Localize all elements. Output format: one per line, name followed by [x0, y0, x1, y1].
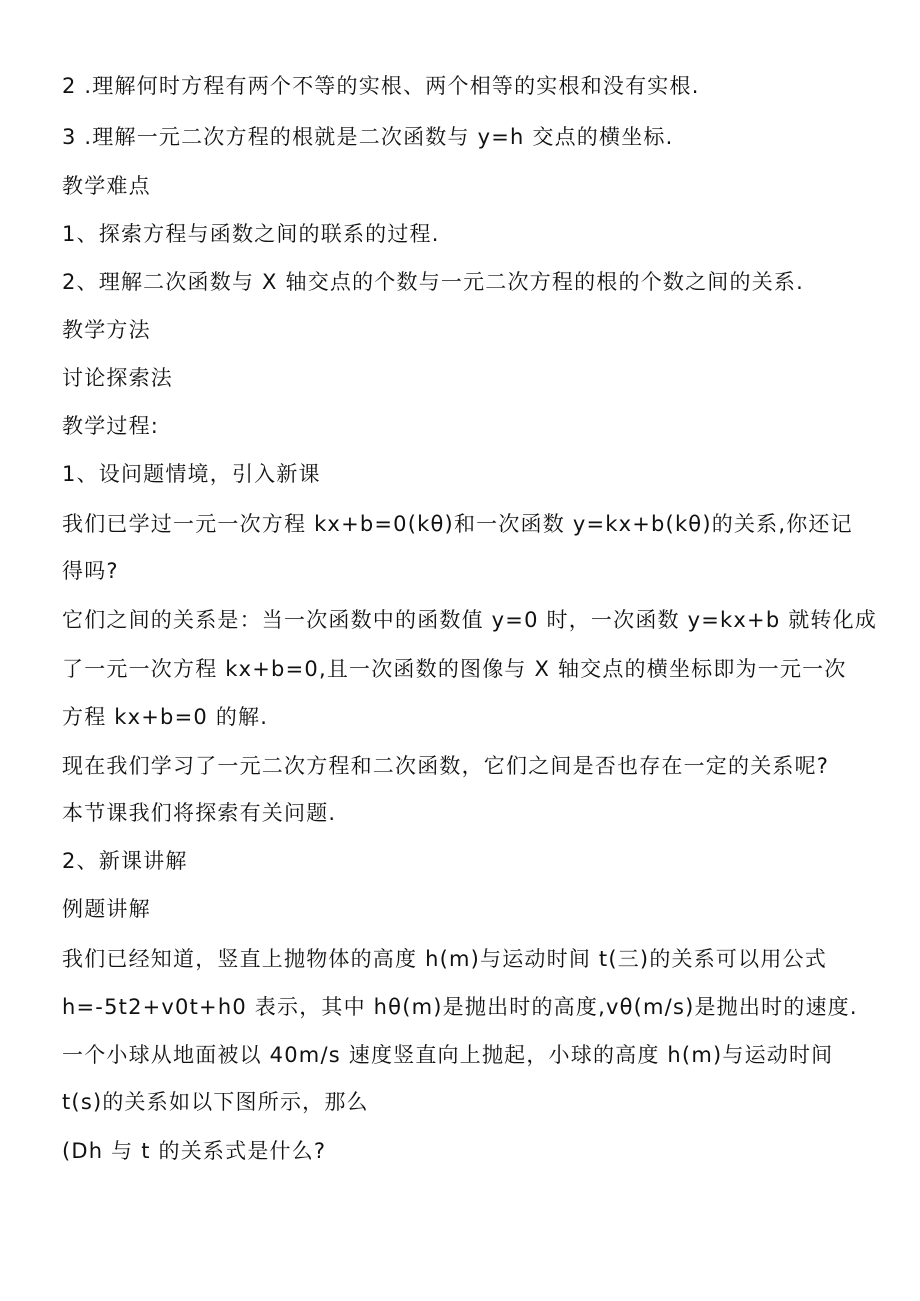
- text-line: 2、理解二次函数与 X 轴交点的个数与一元二次方程的根的个数之间的关系.: [62, 270, 804, 294]
- text-line: 一个小球从地面被以 40m/s 速度竖直向上抛起，小球的高度 h(m)与运动时间: [62, 1043, 834, 1067]
- text-line: 1、设问题情境，引入新课: [62, 462, 321, 486]
- text-line: 了一元一次方程 kx+b=0,且一次函数的图像与 X 轴交点的横坐标即为一元一次: [62, 657, 847, 681]
- text-line: 得吗?: [62, 559, 119, 583]
- text-line: 它们之间的关系是：当一次函数中的函数值 y=0 时，一次函数 y=kx+b 就转化成: [62, 608, 878, 632]
- section-heading: 教学方法: [62, 318, 151, 342]
- text-line: 讨论探索法: [62, 366, 173, 390]
- section-heading: 教学过程:: [62, 414, 160, 438]
- text-line: 现在我们学习了一元二次方程和二次函数，它们之间是否也存在一定的关系呢?: [62, 754, 830, 778]
- text-line: (Dh 与 t 的关系式是什么?: [62, 1139, 327, 1163]
- text-line: 3 .理解一元二次方程的根就是二次函数与 y=h 交点的横坐标.: [62, 125, 674, 149]
- section-heading: 教学难点: [62, 174, 151, 198]
- text-line: 1、探索方程与函数之间的联系的过程.: [62, 222, 440, 246]
- text-line: 2 .理解何时方程有两个不等的实根、两个相等的实根和没有实根.: [62, 74, 700, 98]
- text-line: 本节课我们将探索有关问题.: [62, 801, 337, 825]
- text-line: t(s)的关系如以下图所示，那么: [62, 1090, 369, 1114]
- text-line: 方程 kx+b=0 的解.: [62, 705, 269, 729]
- text-line: h=-5t2+v0t+h0 表示，其中 hθ(m)是抛出时的高度,vθ(m/s)是抛出时的速度.: [62, 995, 858, 1019]
- section-heading: 2、新课讲解: [62, 849, 188, 873]
- text-line: 我们已经知道，竖直上抛物体的高度 h(m)与运动时间 t(三)的关系可以用公式: [62, 947, 827, 971]
- section-heading: 例题讲解: [62, 897, 151, 921]
- text-line: 我们已学过一元一次方程 kx+b=0(kθ)和一次函数 y=kx+b(kθ)的关系,你还记: [62, 512, 853, 536]
